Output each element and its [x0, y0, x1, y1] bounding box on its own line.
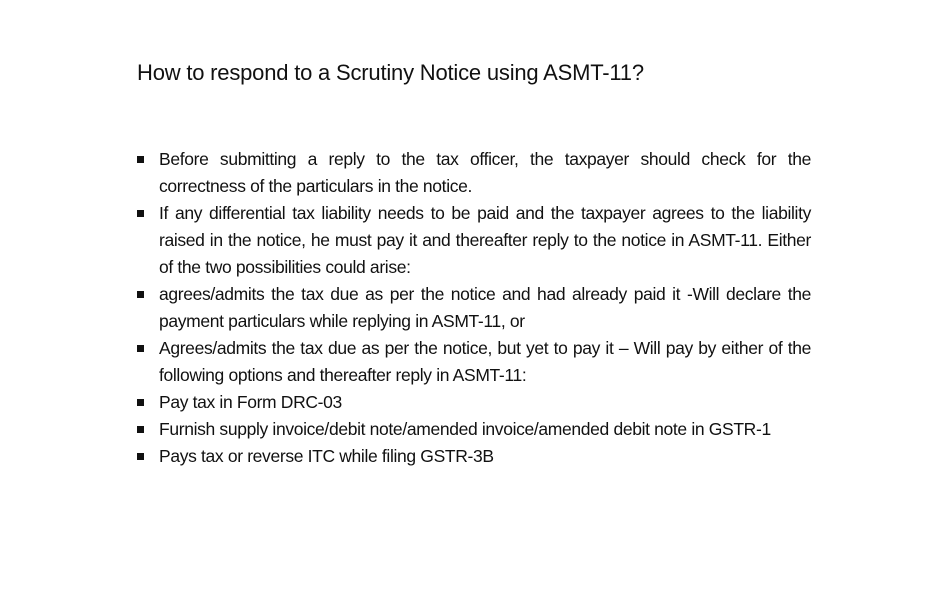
square-bullet-icon	[137, 453, 144, 460]
bullet-text: Before submitting a reply to the tax officer, the taxpayer should check for the correctness of the particulars in the notice.	[159, 149, 811, 196]
square-bullet-icon	[137, 426, 144, 433]
bullet-text: Pay tax in Form DRC-03	[159, 392, 342, 412]
bullet-text: Furnish supply invoice/debit note/amended invoice/amended debit note in GSTR-1	[159, 419, 771, 439]
square-bullet-icon	[137, 291, 144, 298]
square-bullet-icon	[137, 345, 144, 352]
bullet-item	[137, 146, 811, 200]
square-bullet-icon	[137, 399, 144, 406]
bullet-list	[137, 146, 811, 470]
bullet-text: agrees/admits the tax due as per the notice and had already paid it -Will declare the payment particulars while replying in ASMT-11, or	[159, 284, 811, 331]
bullet-item	[137, 416, 811, 443]
slide-title: How to respond to a Scrutiny Notice using ASMT-11?	[137, 60, 644, 85]
bullet-item	[137, 281, 811, 335]
bullet-item	[137, 443, 811, 470]
bullet-text: Agrees/admits the tax due as per the notice, but yet to pay it – Will pay by either of the following options and thereafter reply in ASMT-11:	[159, 338, 811, 385]
bullet-text: If any differential tax liability needs to be paid and the taxpayer agrees to the liability raised in the notice, he must pay it and thereafter reply to the notice in ASMT-11. Either of the two possibilities could arise:	[159, 203, 811, 277]
square-bullet-icon	[137, 210, 144, 217]
bullet-item	[137, 335, 811, 389]
square-bullet-icon	[137, 156, 144, 163]
bullet-item	[137, 389, 811, 416]
bullet-item	[137, 200, 811, 281]
bullet-text: Pays tax or reverse ITC while filing GSTR-3B	[159, 446, 494, 466]
